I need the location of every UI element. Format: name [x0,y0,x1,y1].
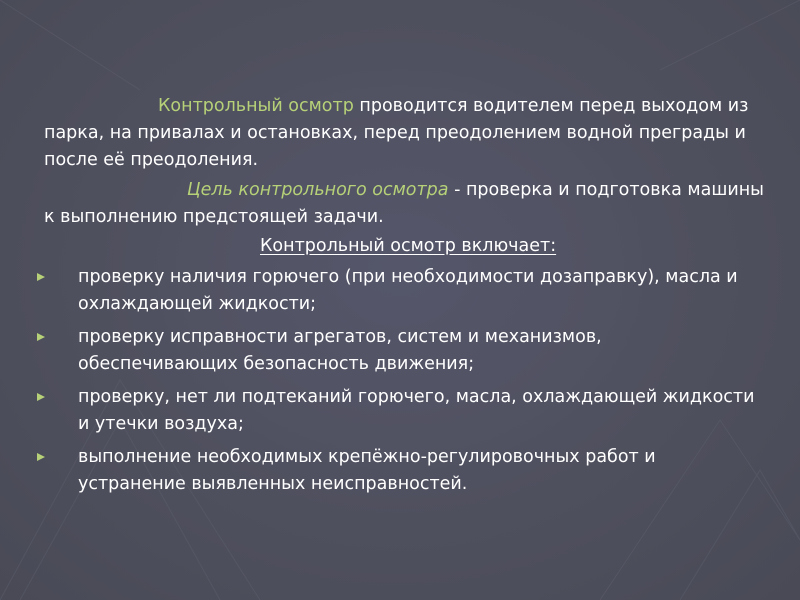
list-heading-text: Контрольный осмотр включает: [260,236,557,256]
triangle-bullet-icon [37,273,45,281]
intro-highlight: Контрольный осмотр [158,96,354,116]
goal-highlight: Цель контрольного осмотра [187,180,449,200]
list-item-text: проверку наличия горючего (при необходимости дозаправку), масла и охлаждающей жидкости; [78,267,738,314]
list-item [40,384,760,438]
list-item [40,324,760,378]
goal-text: - проверка и подготовка машины к выполнению предстоящей задачи. [44,180,765,227]
intro-paragraph [44,93,764,174]
slide-content [44,93,764,504]
triangle-bullet-icon [37,453,45,461]
list-heading [44,233,764,260]
list-item-text: проверку исправности агрегатов, систем и механизмов, обеспечивающих безопасность движения; [78,327,602,374]
list-item-text: проверку, нет ли подтеканий горючего, масла, охлаждающей жидкости и утечки воздуха; [78,387,755,434]
list-item-text: выполнение необходимых крепёжно-регулировочных работ и устранение выявленных неисправностей. [78,447,656,494]
inspection-list [44,264,764,498]
goal-paragraph [44,177,764,231]
intro-text: проводится водителем перед выходом из парка, на привалах и остановках, перед преодолением водной преграды и после её преодоления. [44,96,749,170]
list-item [40,264,760,318]
triangle-bullet-icon [37,393,45,401]
list-item [40,444,760,498]
triangle-bullet-icon [37,333,45,341]
